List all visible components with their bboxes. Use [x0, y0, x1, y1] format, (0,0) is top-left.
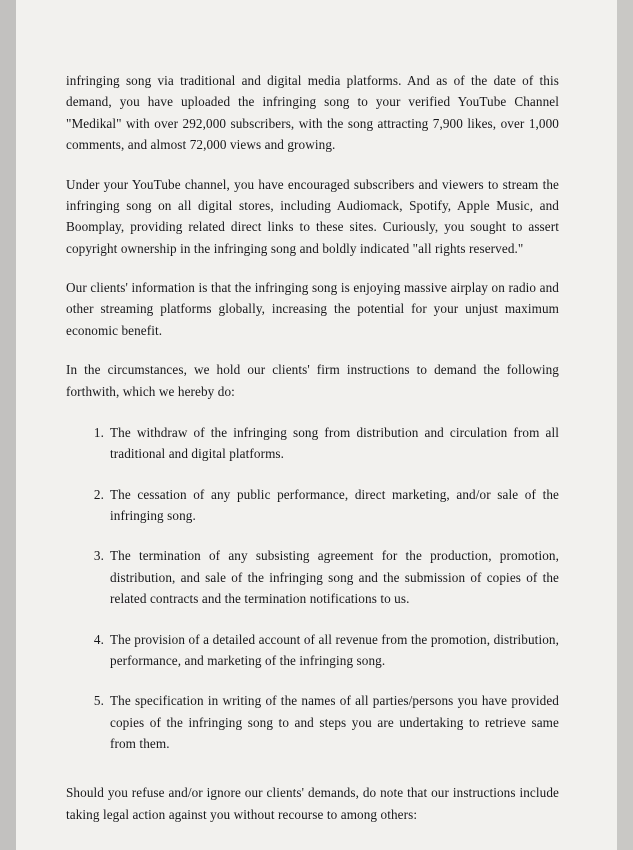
paragraph-1: infringing song via traditional and digital media platforms. And as of the date of this demand, you have uploaded the infringing song to your verified YouTube Channel "Medikal" with over 292,000 subscribers, with the song attracting 7,900 likes, over 1,000 comments, and almost 72,000 views and growing. — [66, 73, 559, 153]
document-page — [16, 0, 617, 850]
demands-list — [66, 422, 559, 755]
paragraph-4: In the circumstances, we hold our clients' firm instructions to demand the following forthwith, which we hereby do: — [66, 362, 559, 399]
paragraph-3: Our clients' information is that the infringing song is enjoying massive airplay on radio and other streaming platforms globally, increasing the potential for your unjust maximum economic benefit. — [66, 280, 559, 338]
list-item-text: The cessation of any public performance, direct marketing, and/or sale of the infringing song. — [110, 486, 559, 523]
list-item-text: The provision of a detailed account of all revenue from the promotion, distribution, performance, and marketing of the infringing song. — [110, 631, 559, 668]
list-item-number: 4. — [93, 631, 104, 647]
list-item — [93, 422, 559, 465]
page-right-edge — [617, 0, 633, 850]
list-item-number: 3. — [93, 548, 104, 564]
list-item-text: The withdraw of the infringing song from distribution and circulation from all traditional and digital platforms. — [110, 424, 559, 462]
list-bottom-spacer — [66, 772, 559, 782]
list-item — [93, 484, 559, 527]
document-body — [66, 70, 559, 825]
paragraph-5: Should you refuse and/or ignore our clients' demands, do note that our instructions include taking legal action against you without recourse to among others: — [66, 785, 559, 822]
list-item — [93, 629, 559, 672]
list-item — [93, 545, 559, 609]
list-item-text: The termination of any subsisting agreement for the production, promotion, distribution, and sale of the infringing song and the submission of copies of the related contracts and the termination notifications to us. — [110, 548, 559, 607]
page-left-edge — [0, 0, 16, 850]
list-item-text: The specification in writing of the names of all parties/persons you have provided copies of the infringing song to and steps you are undertaking to retrieve same from them. — [110, 693, 559, 751]
list-item-number: 1. — [93, 424, 104, 440]
list-item — [93, 690, 559, 754]
list-item-number: 5. — [93, 693, 104, 709]
list-item-number: 2. — [93, 486, 104, 502]
paragraph-2: Under your YouTube channel, you have encouraged subscribers and viewers to stream the infringing song on all digital stores, including Audiomack, Spotify, Apple Music, and Boomplay, providing related direct links to these sites. Curiously, you sought to assert copyright ownership in the infringing song and boldly indicated "all rights reserved." — [66, 176, 559, 256]
